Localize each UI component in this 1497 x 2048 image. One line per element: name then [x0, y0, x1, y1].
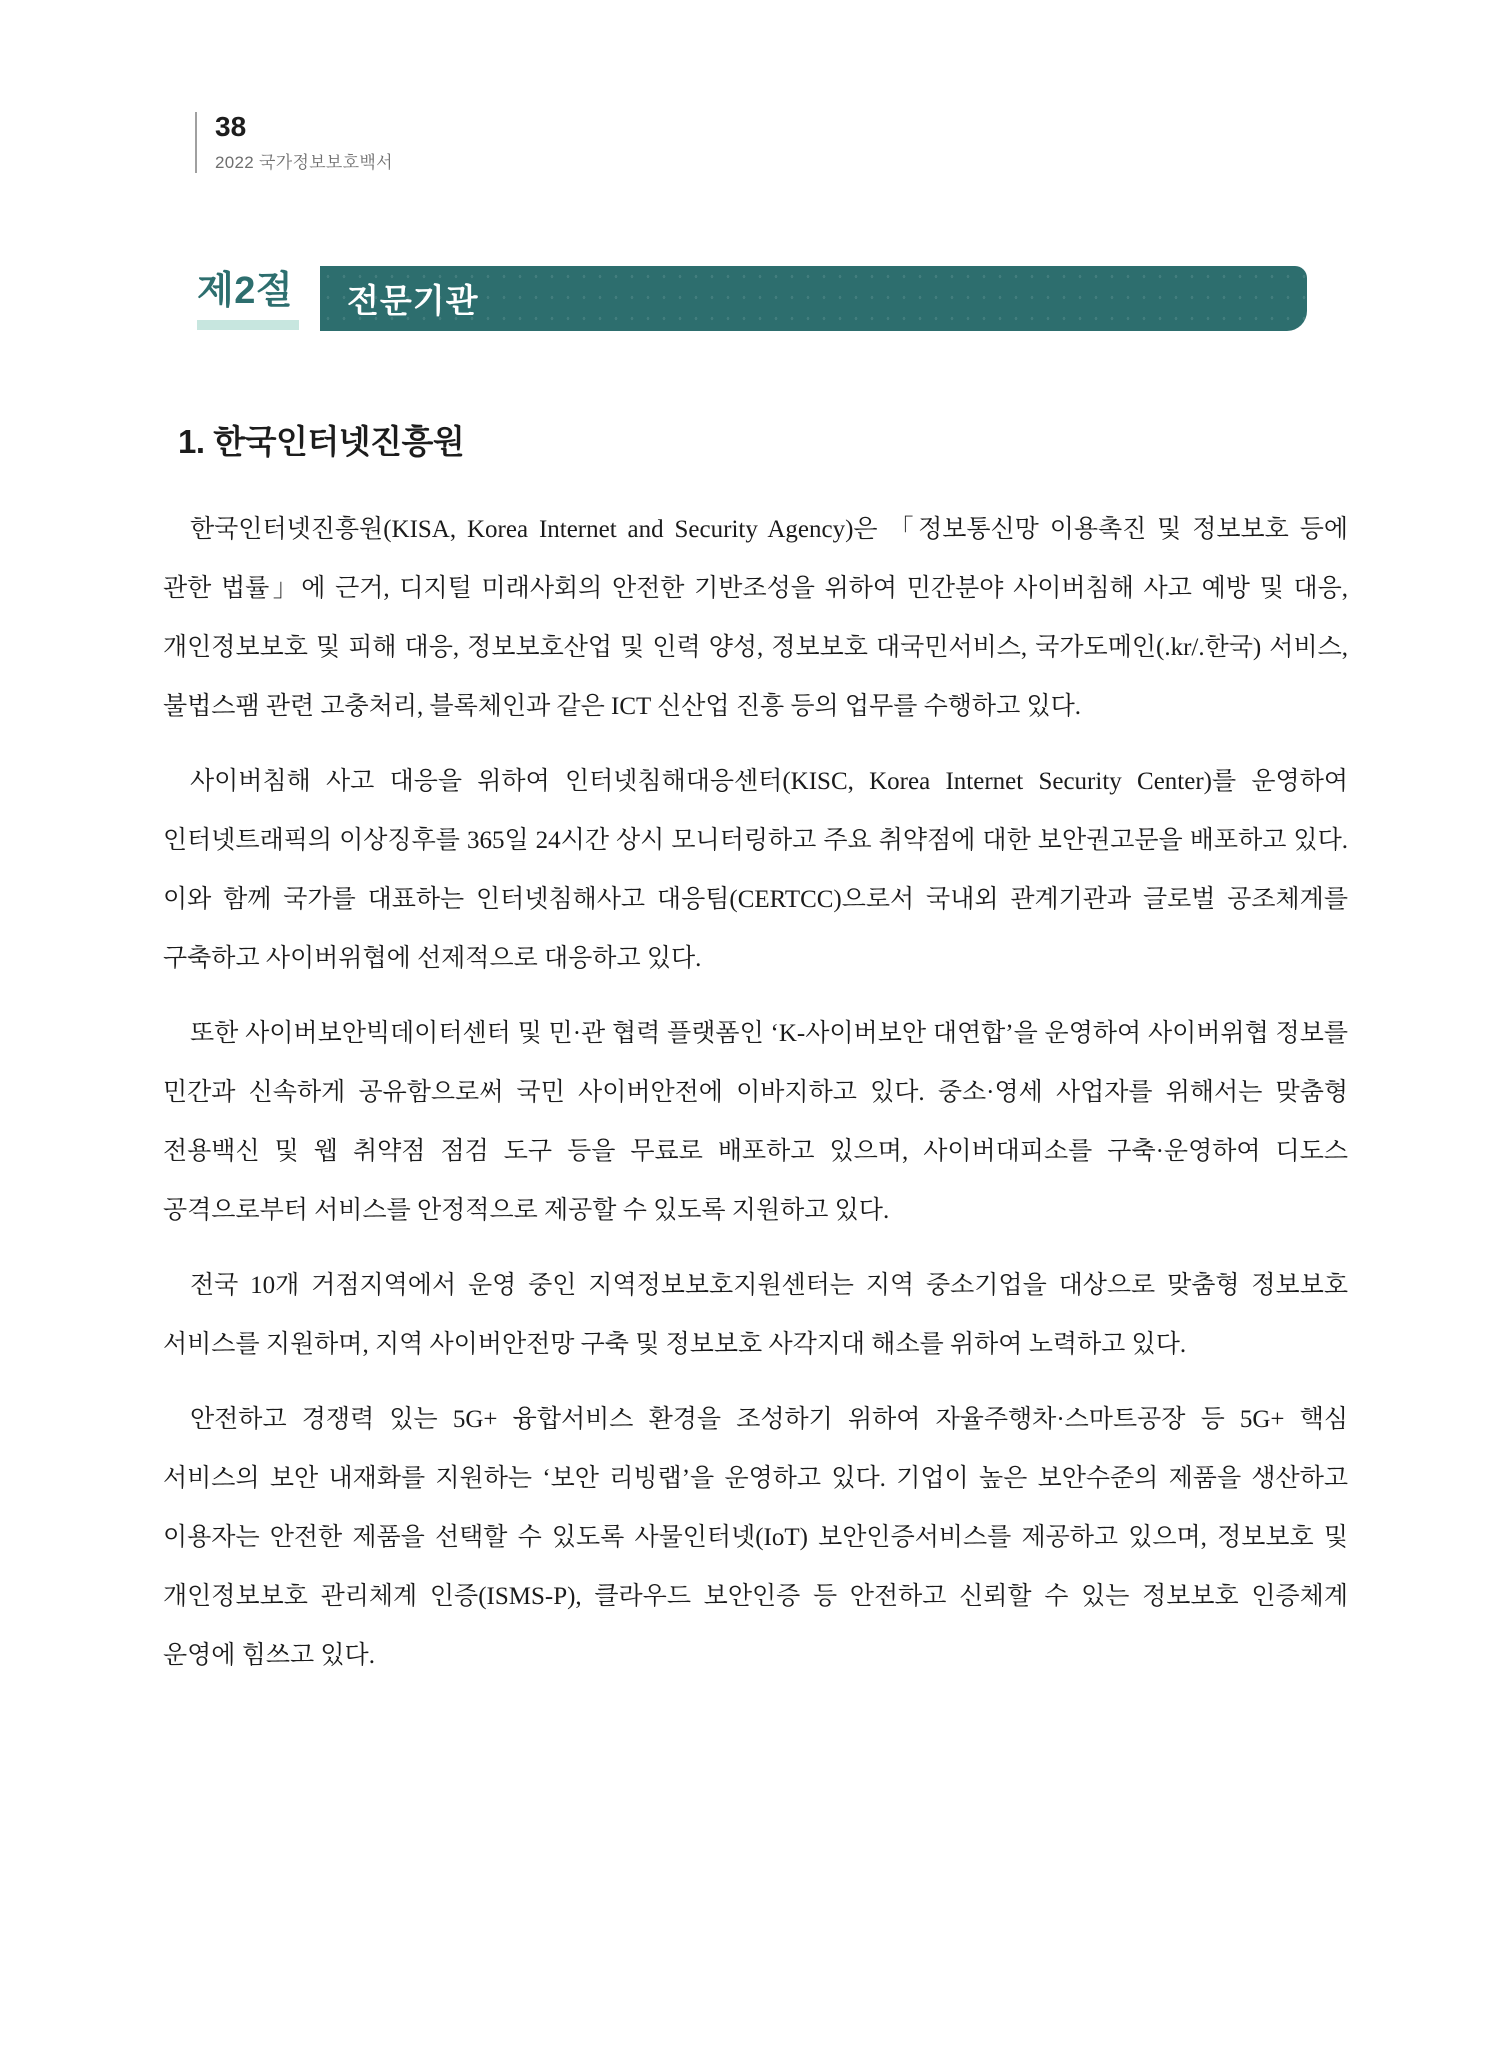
section-label-underline: [197, 320, 299, 330]
body-paragraph: 또한 사이버보안빅데이터센터 및 민·관 협력 플랫폼인 ‘K-사이버보안 대연합’을 운영하여 사이버위협 정보를 민간과 신속하게 공유함으로써 국민 사이버안전에 이바지하고 있다. 중소·영세 사업자를 위해서는 맞춤형 전용백신 및 웹 취약점 점검 도구 등을 무료로 배포하고 있으며, 사이버대피소를 구축·운영하여 디도스 공격으로부터 서비스를 안정적으로 제공할 수 있도록 지원하고 있다.: [163, 1020, 1348, 1224]
body-paragraph: 한국인터넷진흥원(KISA, Korea Internet and Security Agency)은 「정보통신망 이용촉진 및 정보보호 등에 관한 법률」에 근거, 디지털 미래사회의 안전한 기반조성을 위하여 민간분야 사이버침해 사고 예방 및 대응, 개인정보보호 및 피해 대응, 정보보호산업 및 인력 양성, 정보보호 대국민서비스, 국가도메인(.kr/.한국) 서비스, 불법스팸 관련 고충처리, 블록체인과 같은 ICT 신산업 진흥 등의 업무를 수행하고 있다.: [163, 516, 1348, 720]
section-label-block: [197, 266, 299, 330]
document-title: 2022 국가정보보호백서: [215, 153, 393, 173]
body-paragraph: 전국 10개 거점지역에서 운영 중인 지역정보보호지원센터는 지역 중소기업을 대상으로 맞춤형 정보보호 서비스를 지원하며, 지역 사이버안전망 구축 및 정보보호 사각지대 해소를 위하여 노력하고 있다.: [163, 1272, 1348, 1358]
section-header: [197, 266, 1307, 331]
section-title: 전문기관: [347, 282, 479, 319]
section-number-label: 제2절: [197, 270, 294, 312]
running-header: [195, 112, 393, 173]
page-number: 38: [215, 111, 247, 142]
body-paragraph: 안전하고 경쟁력 있는 5G+ 융합서비스 환경을 조성하기 위하여 자율주행차·스마트공장 등 5G+ 핵심 서비스의 보안 내재화를 지원하는 ‘보안 리빙랩’을 운영하고 있다. 기업이 높은 보안수준의 제품을 생산하고 이용자는 안전한 제품을 선택할 수 있도록 사물인터넷(IoT) 보안인증서비스를 제공하고 있으며, 정보보호 및 개인정보보호 관리체계 인증(ISMS-P), 클라우드 보안인증 등 안전하고 신뢰할 수 있는 정보보호 인증체계 운영에 힘쓰고 있다.: [163, 1406, 1348, 1669]
body-paragraph: 사이버침해 사고 대응을 위하여 인터넷침해대응센터(KISC, Korea Internet Security Center)를 운영하여 인터넷트래픽의 이상징후를 365일 24시간 상시 모니터링하고 주요 취약점에 대한 보안권고문을 배포하고 있다. 이와 함께 국가를 대표하는 인터넷침해사고 대응팀(CERTCC)으로서 국내외 관계기관과 글로벌 공조체계를 구축하고 사이버위협에 선제적으로 대응하고 있다.: [163, 768, 1348, 972]
subsection-title: 1. 한국인터넷진흥원: [178, 423, 465, 460]
body-text: [163, 500, 1348, 1701]
header-divider-line: [195, 112, 197, 173]
header-text-block: [215, 112, 393, 173]
section-title-bar: [320, 266, 1307, 331]
